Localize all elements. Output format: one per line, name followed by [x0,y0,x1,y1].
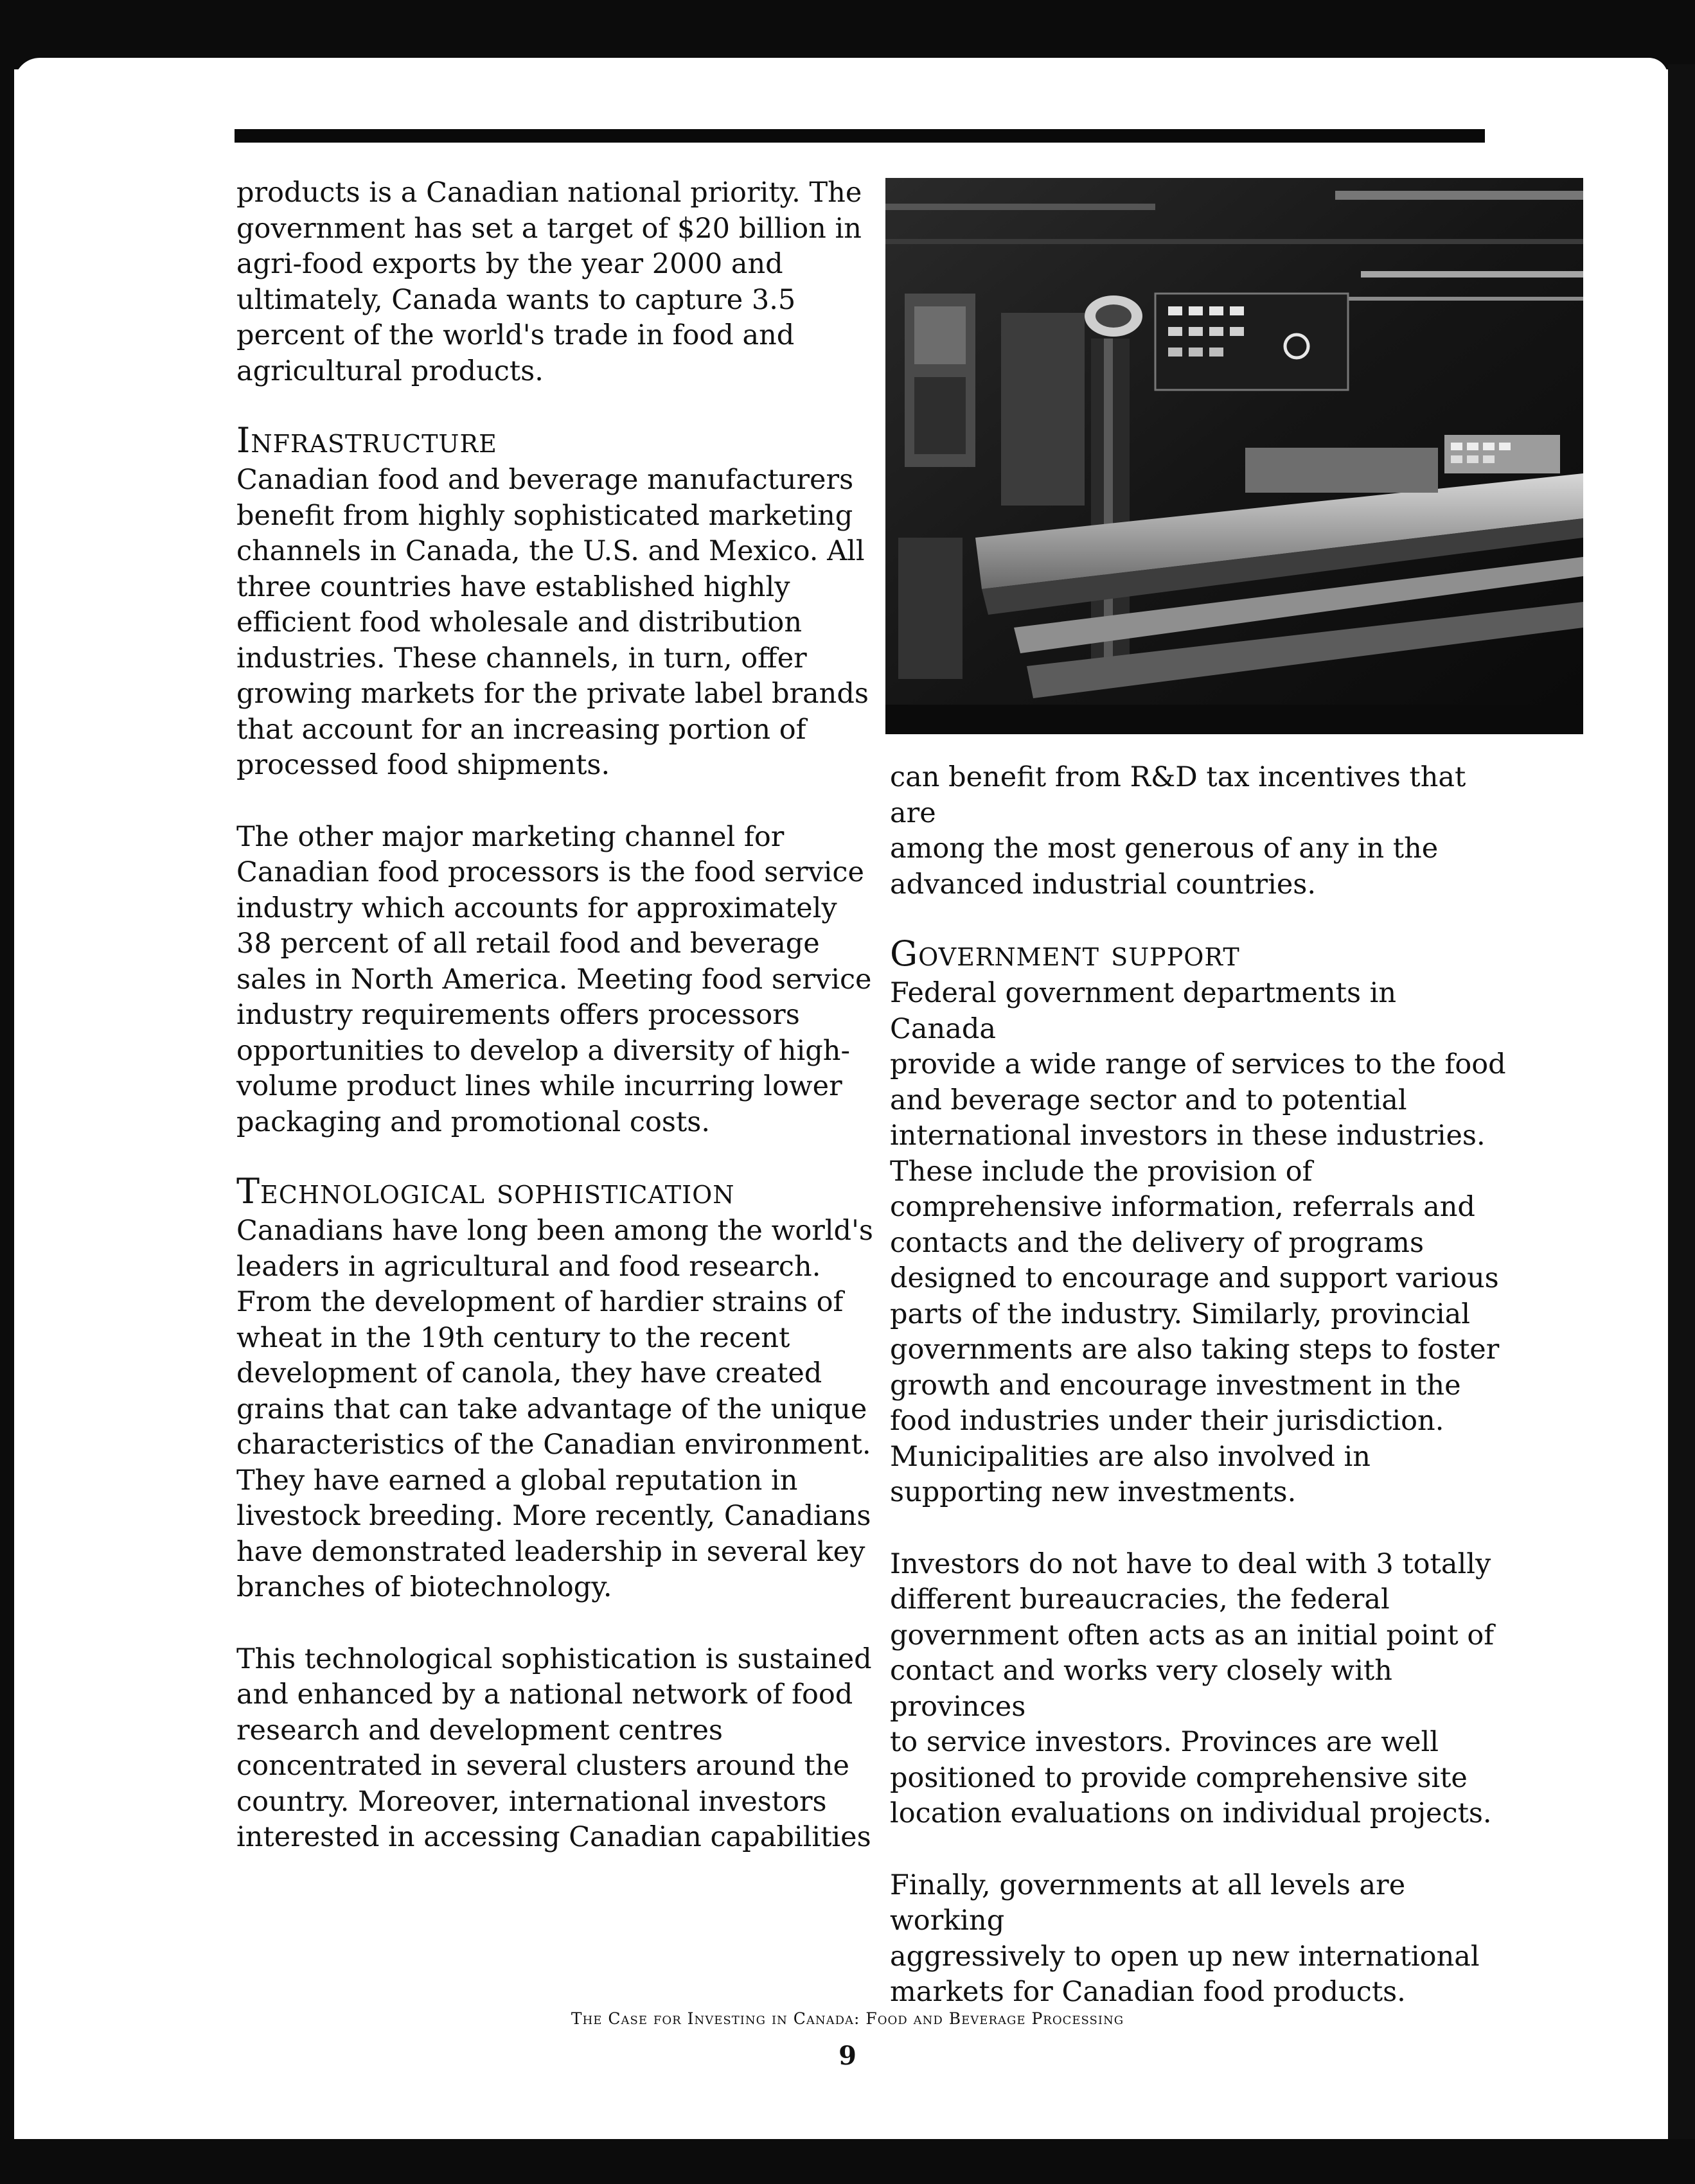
right-paragraph-3: Investors do not have to deal with 3 totally different bureaucracies, the federal government often acts as an initial point of contact and works very closely with provinces to service investors. Provinces are well positioned to provide comprehensive site location evaluations on individual projects. [890,1547,1495,1829]
right-paragraph-1: can benefit from R&D tax incentives that are among the most generous of any in the advanced industrial countries. [890,761,1466,901]
heading-infrastructure: Infrastructure [236,420,497,461]
page-number: 9 [839,2041,856,2071]
photo-illustration [885,178,1583,734]
right-paragraph-4: Finally, governments at all levels are working aggressively to open up new international markets for Canadian food products. [890,1869,1480,2008]
left-paragraph-4: Canadians have long been among the world's leaders in agricultural and food research. From the development of hardier strains of wheat in the 19th century to the recent development of canola, they have created grains that can take advantage of the unique characteristics of the Canadian environment. They have earned a global reputation in livestock breeding. More recently, Canadians have demonstrated leadership in several key branches of biotechnology. [236,1215,873,1603]
left-paragraph-1: products is a Canadian national priority. The government has set a target of $20 billion in agri-food exports by the year 2000 and ultimately, Canada wants to capture 3.5 percent of the world's trade in food and agricultural products. [236,177,862,387]
paragraph-gap [236,784,879,820]
left-paragraph-5: This technological sophistication is sustained and enhanced by a national network of food research and development centres concentrated in several clusters around the country. Moreover, international investors interested in accessing Canadian capabilities [236,1642,872,1853]
left-paragraph-2: Canadian food and beverage manufacturers benefit from highly sophisticated marketing channels in Canada, the U.S. and Mexico. All three countries have established highly efficient food wholesale and distribution industries. These channels, in turn, offer growing markets for the private label brands that account for an increasing portion of processed food shipments. [236,464,869,781]
footer-publication-title: The Case for Investing in Canada: Food and Beverage Processing [571,2009,1124,2028]
top-rule [235,129,1485,143]
right-paragraph-2: Federal government departments in Canada provide a wide range of services to the food and beverage sector and to potential international investors in these industries. These include the provision of comprehensive information, referrals and contacts and the delivery of programs designed to encourage and support various parts of the industry. Similarly, provincial governments are also taking steps to foster growth and encourage investment in the food industries under their jurisdiction. Municipalities are also involved in supporting new investments. [890,977,1506,1508]
heading-government-support: Government support [890,933,1240,974]
right-column [890,760,1507,2011]
left-paragraph-3: The other major marketing channel for Canadian food processors is the food service industry which accounts for approximately 38 percent of all retail food and beverage sales in North America. Meeting food service industry requirements offers processors opportunities to develop a diversity of high- volume product lines while incurring lower packaging and promotional costs. [236,820,872,1138]
food-processing-equipment-photo [885,178,1583,734]
scan-border-bottom [0,2139,1695,2184]
left-column [236,175,879,1856]
paragraph-gap [890,1511,1507,1547]
paragraph-gap [236,1606,879,1642]
heading-technological-sophistication: Technological sophistication [236,1171,735,1211]
scan-border-left [0,0,14,2184]
scan-border-right [1668,64,1695,2184]
paragraph-gap [890,1832,1507,1868]
